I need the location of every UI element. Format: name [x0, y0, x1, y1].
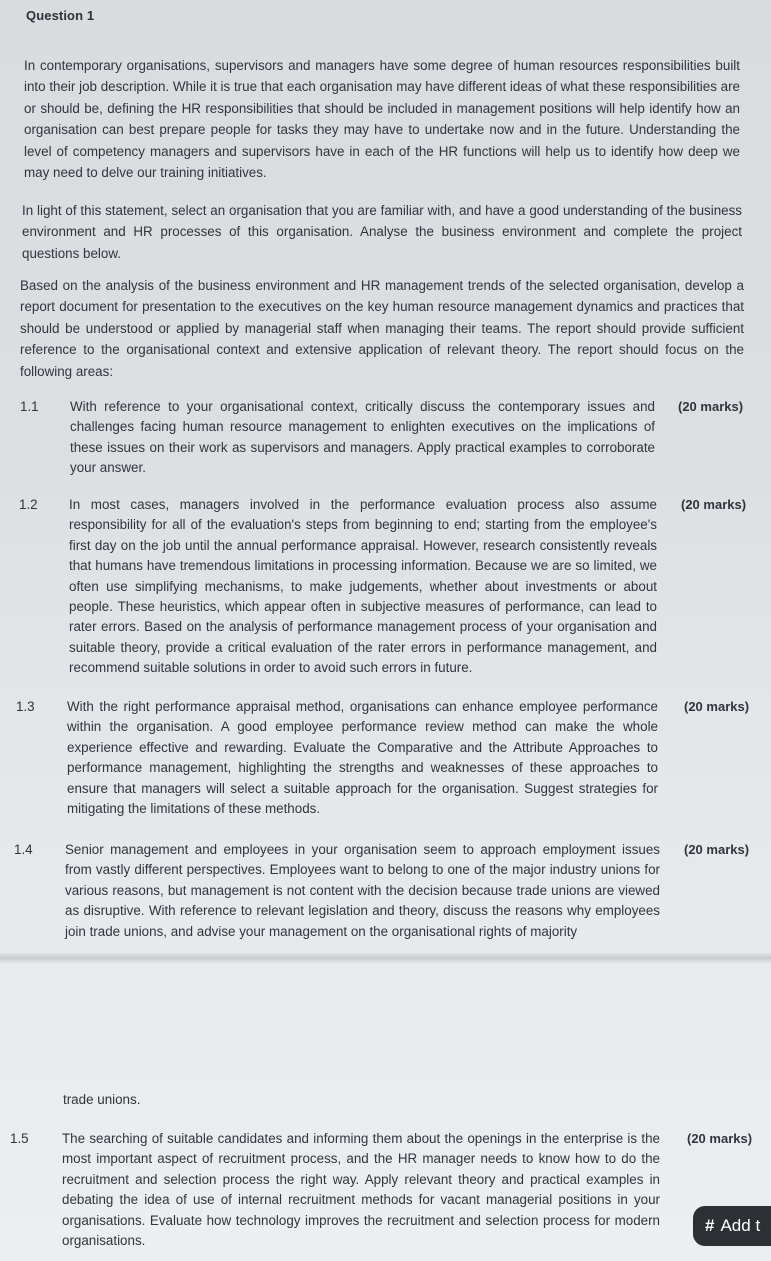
question-text: Senior management and employees in your organisation seem to approach employment issues from vastly different perspectives. Employees want to belong to one of the major industry unions for various reasons, but management is not content with the decision because trade unions are viewed as disruptive. With reference to relevant legislation and theory, discuss the reasons why employees join trade unions, and advise your management on the organisational rights of majority	[65, 842, 660, 939]
question-text: With reference to your organisational context, critically discuss the contemporary issues and challenges facing human resource management to enlighten executives on the implications of these issues on their work as supervisors and managers. Apply practical examples to corroborate your answer.	[70, 399, 655, 476]
question-number: 1.5	[10, 1131, 29, 1146]
question-number: 1.4	[14, 842, 33, 857]
intro-paragraph: In contemporary organisations, supervisors and managers have some degree of human resources responsibilities built into their job description. While it is true that each organisation may have different ideas of what these responsibilities are or should be, defining the HR responsibilities that should be included in management positions will help identify how an organisation can best prepare people for tasks they may have to undertake now and in the future. Understanding the level of competency managers and supervisors have in each of the HR functions will help us to identify how deep we may need to delve our training initiatives.	[24, 58, 740, 181]
question-heading: Question 1	[26, 8, 95, 23]
question-marks: (20 marks)	[681, 497, 747, 512]
add-tag-label: Add t	[720, 1216, 761, 1235]
question-continuation: trade unions.	[63, 1092, 141, 1107]
question-marks: (20 marks)	[678, 399, 744, 414]
hash-icon: #	[705, 1216, 715, 1235]
question-text: The searching of suitable candidates and informing them about the openings in the enterprise is the most important aspect of recruitment process, and the HR manager needs to know how to do the recruitment and selection process the right way. Apply relevant theory and practical examples in debating the idea of use of internal recruitment methods for vacant managerial positions in your organisations. Evaluate how technology improves the recruitment and selection process for modern organisations.	[62, 1131, 660, 1249]
question-marks: (20 marks)	[684, 842, 750, 857]
question-marks: (20 marks)	[684, 699, 750, 714]
question-number: 1.1	[20, 399, 39, 414]
add-tag-button[interactable]	[693, 1206, 771, 1246]
question-number: 1.2	[19, 497, 38, 512]
question-text: With the right performance appraisal method, organisations can enhance employee performance within the organisation. A good employee performance review method can make the whole experience effective and rewarding. Evaluate the Comparative and the Attribute Approaches to performance management, highlighting the strengths and weaknesses of these approaches to ensure that managers will select a suitable approach for the organisation. Suggest strategies for mitigating the limitations of these methods.	[67, 699, 658, 817]
page-break-divider	[0, 952, 771, 964]
report-brief-paragraph: Based on the analysis of the business environment and HR management trends of the selected organisation, develop a report document for presentation to the executives on the key human resource management dynamics and practices that should be understood or applied by managerial staff when managing their teams. The report should provide sufficient reference to the organisational context and extensive application of relevant theory. The report should focus on the following areas:	[20, 278, 744, 379]
question-number: 1.3	[16, 699, 35, 714]
question-marks: (20 marks)	[687, 1131, 753, 1146]
question-text: In most cases, managers involved in the performance evaluation process also assume responsibility for all of the evaluation's steps from beginning to end; starting from the employee's first day on the job until the annual performance appraisal. However, research consistently reveals that humans have tremendous limitations in processing information. Because we are so limited, we often use simplifying mechanisms, to make judgements, whether about investments or about people. These heuristics, which appear often in subjective measures of performance, can lead to rater errors. Based on the analysis of performance management process of your organisation and suitable theory, provide a critical evaluation of the rater errors in performance management, and recommend suitable solutions in order to avoid such errors in future.	[69, 497, 657, 676]
instruction-paragraph: In light of this statement, select an organisation that you are familiar with, and have a good understanding of the business environment and HR processes of this organisation. Analyse the business environment and complete the project questions below.	[22, 203, 742, 261]
